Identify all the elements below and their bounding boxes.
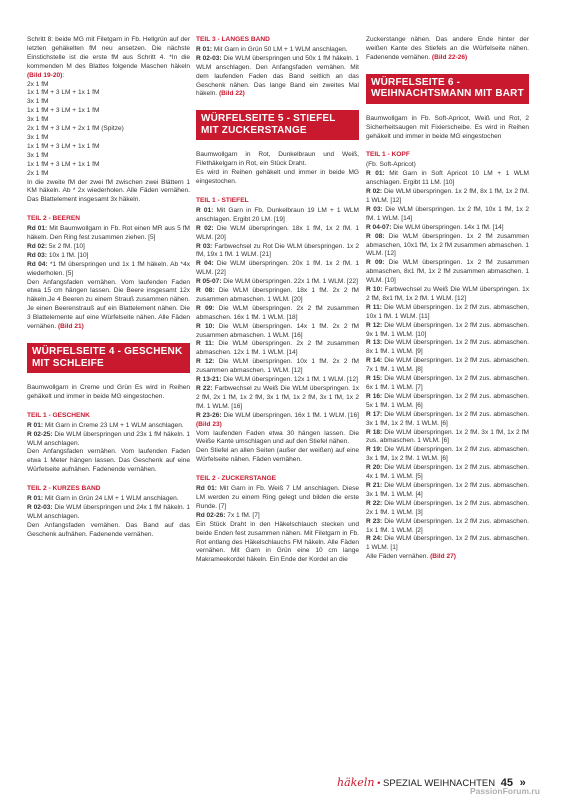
section-banner-stiefel: WÜRFELSEITE 5 - STIEFEL MIT ZUCKERSTANGE [196,110,359,140]
row-text: Die WLM überspringen. 14x 1 fM. 2x 2 fM zusammen abmaschen. 1 WLM. [16] [196,322,359,339]
stitch-line: 1x 1 fM + 3 LM + 1x 1 fM [27,107,100,115]
stitch-line: 1x 1 fM + 3 LM + 1x 1 fM [27,160,100,168]
row-instruction [196,485,359,512]
row-instruction [366,464,529,482]
row-label: R 02-03: [196,54,222,62]
section-heading-beeren: TEIL 2 - BEEREN [27,215,81,223]
row-instruction [366,322,529,340]
paragraph: Es wird in Reihen gehäkelt und immer in beide MG eingestochen. [196,169,359,186]
row-label: R 11: [196,340,215,348]
row-instruction [196,46,359,55]
row-text: Mit Garn in Grün 50 LM + 1 WLM anschlagen. [212,45,348,53]
row-label: R 02-25: [27,430,53,438]
row-text: Die WLM überspringen. 20x 1 fM. 1x 2 fM. 1 WLM. [22] [196,260,359,277]
row-instruction [196,305,359,323]
paragraph: Baumwollgarn in Creme und Grün Es wird in Reihen gehäkelt und immer in beide MG eingestochen. [27,384,190,400]
row-text: Farbwechsel zu Rot Die WLM überspringen. 1x 2 fM, 19x 1 fM. 1 WLM. [21] [196,242,359,259]
row-label: R 10: [196,322,215,330]
text: Zuckerstange nähen. Das andere Ende hinter der weißen Kante des Stiefels an die Würfelseite nähen. Fadenende vernähen. [366,36,529,61]
row-instruction [366,535,529,553]
row-label: R 15: [366,375,383,383]
row-label: R 03: [366,205,383,213]
row-text: Die WLM überspringen. 1x 2 fM zusammen abmaschen, 10x1 fM, 1x 2 fM zusammen abmaschen. 1 WLM. [12] [366,232,529,258]
column-3 [366,36,529,562]
row-instruction [196,512,359,521]
text: : [62,71,65,79]
stitch-list [27,81,190,179]
row-instruction [366,259,529,286]
row-text: Die WLM überspringen. 18x 1 fM, 1x 2 fM. 1 WLM. [20] [196,224,359,241]
row-instruction [27,431,190,449]
row-instruction [27,495,190,504]
row-instruction [366,206,529,224]
row-instruction [366,429,529,447]
row-text: Die WLM überspringen. 22x 1 fM. 1 WLM. [22] [221,278,358,286]
stitch-line: 1x 1 fM + 3 LM + 1x 1 fM [27,142,100,150]
row-label: R 13: [366,339,383,347]
row-instruction [366,500,529,518]
row-instruction [196,376,359,385]
row-text: Die WLM überspringen. 1x 2 fM, 10x 1 fM, 1x 2 fM. 1 WLM. [14] [366,205,529,222]
section-heading-kopf: TEIL 1 - KOPF [366,151,410,159]
row-text: Die WLM überspringen. 1x 2 fM zus. abmaschen. 3x 1 fM. 1 WLM. [4] [366,481,530,498]
row-label: R 10: [366,286,383,294]
row-instruction [27,225,190,243]
row-text: Die WLM überspringen und 23x 1 fM häkeln. 1 WLM anschlagen. [27,430,190,447]
section-heading-zuckerstange: TEIL 2 - ZUCKERSTANGE [196,475,276,483]
row-label: R 16: [366,392,383,400]
row-text: Die WLM überspringen. 1x 2 fM zus. abmaschen. 3x 1 fM, 1x 2 fM. 1 WLM. [6] [366,446,530,463]
row-list [366,170,529,553]
watermark: PassionForum.ru [470,786,540,796]
paragraph: Den Anfangsfaden vernähen. Das Band auf das Geschenk aufnähen. Fadenende vernähen. [27,521,190,538]
row-text: Die WLM überspringen. 1x 2 fM zus. abmaschen. 8x 1 fM. 1 WLM. [9] [366,339,530,356]
row-label: R 09: [366,259,385,267]
row-label: R 02: [196,224,214,232]
image-reference: (Bild 27) [430,553,456,561]
row-text: Farbwechsel zu Weiß Die WLM überspringen. 1x 2 fM, 2x 1 fM, 1x 2 fM, 3x 1 fM, 1x 2 fM, 3x 1 fM, 1x 2 fM. 1 WLM. [16] [196,385,359,410]
row-text: Die WLM überspringen. 1x 2 fM zus. abmaschen, 10x 1 fM. 1 WLM. [11] [366,303,529,320]
section-banner-weihnachtsmann: WÜRFELSEITE 6 - WEIHNACHTSMANN MIT BART [366,74,529,104]
row-instruction [366,170,529,188]
row-instruction [366,518,529,536]
text: Alle Fäden vernähen. [366,553,429,561]
row-text: Die WLM überspringen. 10x 1 fM. 2x 2 fM zusammen abmaschen. 1 WLM. [12] [196,358,359,375]
stitch-line: 2x 1 fM [27,169,49,177]
row-label: R 23: [366,517,383,525]
row-text: Die WLM überspringen. 2x 2 fM zusammen abmaschen. 16x 1 fM. 1 WLM. [18] [196,304,359,321]
image-reference: (Bild 19-20) [27,71,63,79]
row-label: R 01: [27,495,44,503]
row-label: R 11: [366,303,382,311]
row-label: R 08: [196,287,215,295]
paragraph [366,36,529,63]
row-label: R 19: [366,446,383,454]
paragraph: Vom laufenden Faden etwa 30 hängen lassen. Die Weiße Kante umschlagen und auf den Stiefel nähen. [196,429,359,446]
row-instruction [366,482,529,500]
row-text: Mit Garn in Creme 23 LM + 1 WLM anschlagen. [43,421,184,429]
row-label: Rd 02-26: [196,511,226,519]
row-label: R 14: [366,357,383,365]
row-label: R 21: [366,481,383,489]
row-text: 7x 1 fM. [7] [225,511,260,519]
stitch-line: 2x 1 fM [27,80,49,88]
row-instruction [366,224,529,233]
text: Den Anfangsfaden vernähen. Vom laufenden Faden etwa 15 cm hängen lassen. Die Beere insgesamt 12x häkeln.Je 4 Beeren zu einem Strauß zusammen nähen. Je einen Beerenstrauß auf ein Blattelement nähen. Die 3 Blattelemente auf eine Würfelseite nähen. Alle Fäden vernähen. [27,278,190,331]
row-label: R 01: [27,421,44,429]
row-instruction [27,261,190,279]
paragraph: Den Stiefel an allen Seiten (außer der weißen) auf eine Würfelseite nähen. Fäden vernähen. [196,447,359,464]
row-instruction [366,188,529,206]
footer-section: SPEZIAL WEIHNACHTEN [383,778,496,789]
row-instruction [27,252,190,261]
row-instruction [366,304,529,322]
row-instruction [366,339,529,357]
row-label: R 04-07: [366,223,392,231]
row-instruction [196,225,359,243]
row-text: Die WLM überspringen. 1x 2 fM zusammen abmaschen, 8x1 fM, 1x 2 fM zusammen abmaschen. 1 WLM. [10] [366,259,529,285]
row-text: Die WLM überspringen. 1x 2 fM zus. abmaschen. 3x 1 fM, 1x 2 fM. 1 WLM. [6] [366,410,530,427]
section-banner-geschenk: WÜRFELSEITE 4 - GESCHENK MIT SCHLEIFE [27,343,190,373]
row-label: R 17: [366,410,383,418]
row-text: Die WLM überspringen. 18x 1 fM. 2x 2 fM zusammen abmaschen. 1 WLM. [20] [196,287,359,303]
image-reference: (Bild 23) [196,420,222,428]
row-text: Die WLM überspringen. 14x 1 fM. [14] [391,223,504,231]
row-instruction [196,55,359,100]
page-number: 45 [500,777,514,789]
paragraph: Baumwollgarn in Fb. Soft-Apricot, Weiß und Rot, 2 Sicherheitsaugen mit Fixierscheibe. Es wird in Reihen gehäkelt und immer in beide MG eingestochen [366,114,529,140]
row-instruction [366,286,529,304]
row-text: Die WLM überspringen. 1x 2 fM zus. abmaschen. 6x 1 fM. 1 WLM. [7] [366,375,530,391]
row-text: Die WLM überspringen. 12x 1 fM. 1 WLM. [12] [221,376,358,384]
stitch-line: 3x 1 fM [27,98,49,106]
paragraph: Baumwollgarn in Rot, Dunkelbraun und Weiß, Filethäkelgarn in Rot, ein Stück Draht. [196,151,359,168]
row-label: R 22: [366,499,383,507]
row-instruction [366,411,529,429]
magazine-name: häkeln [337,776,375,789]
section-heading-stiefel: TEIL 1 - STIEFEL [196,196,249,204]
row-text: Die WLM überspringen. 1x 2 fM zus. abmaschen. 1x 1 fM. 1 WLM. [2] [366,517,530,534]
footer-bullet: • [377,778,381,789]
row-text: Die WLM überspringen. 1x 2 fM zus. abmaschen. 2x 1 fM. 1 WLM. [3] [366,499,530,516]
stitch-line: 3x 1 fM [27,151,49,159]
row-instruction [366,446,529,464]
row-text: Die WLM überspringen. 1x 2 fM. 3x 1 fM, 1x 2 fM zus. abmaschen. 1 WLM. [6] [366,428,529,445]
section-heading-geschenk: TEIL 1 - GESCHENK [27,411,90,419]
row-label: Rd 01: [196,485,217,493]
row-text: Die WLM überspringen. 16x 1 fM. 1 WLM. [16] [221,411,359,419]
row-label: R 24: [366,535,383,543]
paragraph: In die zweite fM der zwei fM zwischen zwei Blättern 1 KM häkeln. Ab * 2x wiederholen. Alle Fäden vernähen. Das Blattelement insgesamt 3x häkeln. [27,178,190,204]
row-label: R 18: [366,428,383,436]
row-text: *1 fM überspringen und 1x 1 fM häkeln. Ab *4x wiederholen. [5] [27,260,190,277]
row-label: Rd 03: [27,251,48,259]
row-text: Mit Garn in Soft Apricot 10 LM + 1 WLM anschlagen. Ergibt 11 LM. [10] [366,170,530,187]
row-instruction [196,385,359,412]
stitch-line: 3x 1 fM [27,133,49,141]
row-label: R 12: [196,358,215,366]
paragraph: (Fb. Soft-Apricot) [366,161,416,169]
row-label: R 01: [366,170,385,178]
row-label: R 03: [196,242,213,250]
row-text: Mit Garn in Grün 24 LM + 1 WLM anschlagen. [43,495,179,503]
row-label: R 09: [196,304,215,312]
row-text: Die WLM überspringen. 1x 2 fM zus. abmaschen. 7x 1 fM. 1 WLM. [8] [366,357,530,374]
paragraph: Den Anfangsfaden vernähen. Vom laufenden Faden etwa 1 Meter hängen lassen. Das Geschenk auf eine Würfelseite aufnähen. Fadenende vernähen. [27,448,190,474]
row-text: Die WLM überspringen. 1x 2 fM zus. abmaschen. 9x 1 fM. 1 WLM. [10] [366,321,530,338]
row-instruction [27,504,190,522]
row-instruction [196,278,359,287]
row-label: R 12: [366,321,383,329]
row-label: R 04: [196,260,214,268]
row-label: Rd 02: [27,242,48,250]
row-label: R 13-21: [196,376,222,384]
image-reference: (Bild 21) [57,323,84,331]
row-instruction [196,243,359,261]
column-1 [27,36,190,540]
row-text: 5x 2 fM. [10] [47,242,85,250]
row-instruction [27,422,190,431]
row-text: Farbwechsel zu Weiß Die WLM überspringen. 1x 2 fM, 8x1 fM, 1x 2 fM. 1 WLM. [12] [366,286,529,302]
row-label: R 08: [366,232,385,240]
row-instruction [196,323,359,341]
row-text: Die WLM überspringen. 1x 2 fM zus. abmaschen. 4x 1 fM. 1 WLM. [5] [366,464,530,481]
row-text: Mit Baumwollgarn in Fb. Rot einen MR aus 5 fM häkeln. Den Ring fest zusammen ziehen. [5] [27,225,191,242]
row-text: Die WLM überspringen. 1x 2 fM, 8x 1 fM, 1x 2 fM. 1 WLM. [12] [366,188,529,204]
row-label: Rd 01: [27,225,48,233]
section-heading-kurzes-band: TEIL 2 - KURZES BAND [27,485,101,493]
row-text: Mit Garn in Fb. Weiß 7 LM anschlagen. Diese LM werden zu einem Ring gelegt und bilden die erste Runde. [7] [196,485,359,510]
paragraph: Ein Stück Draht in den Häkelschlauch stecken und beide Enden fest zusammen nähen. Mit Filetgarn in Fb. Rot entlang des Häkelschlauchs FM häkeln. Alle Fäden vernähen. Mit Garn in Grün eine 10 cm lange Makrameekordel häkeln. Ein Ende der Kordel an die [196,520,359,564]
row-instruction [366,375,529,393]
stitch-line: 2x 1 fM + 3 LM + 2x 1 fM (Spitze) [27,125,124,133]
row-label: R 02-03: [27,503,53,511]
row-text: Die WLM überspringen und 24x 1 fM häkeln. 1 WLM anschlagen. [27,503,190,520]
row-instruction [366,357,529,375]
row-instruction [196,207,359,225]
row-instruction [196,287,359,305]
image-reference: (Bild 22-26) [431,53,468,61]
image-reference: (Bild 22) [218,90,245,98]
row-instruction [196,340,359,358]
row-label: R 01: [196,206,214,214]
row-text: Die WLM überspringen. 2x 2 fM zusammen abmaschen. 12x 1 fM. 1 WLM. [14] [196,340,359,357]
row-label: R 20: [366,464,383,472]
row-label: R 23-26: [196,411,222,419]
row-instruction [366,233,529,260]
next-page-arrow-icon: » [519,777,526,789]
row-label: Rd 04: [27,260,48,268]
row-instruction [27,243,190,252]
row-instruction [196,260,359,278]
row-text: 10x 1 fM. [10] [47,251,89,259]
stitch-line: 3x 1 fM [27,116,49,124]
paragraph [27,36,190,81]
column-2 [196,36,359,565]
section-heading-langes-band: TEIL 3 - LANGES BAND [196,36,270,43]
stitch-line: 1x 1 fM + 3 LM + 1x 1 fM [27,89,100,97]
text: Schritt 8: beide MG mit Filetgarn in Fb. Hellgrün auf der letzten gehäkelten fM neu ansetzen. Die nächste Einstichstelle ist die erste fM aus Schritt 4. *In die kommenden M des Blattes folgende Maschen häkeln [27,36,190,70]
row-text: Die WLM überspringen. 1x 2 fM zus. abmaschen. 1 WLM. [1] [366,535,530,552]
row-instruction [196,412,359,430]
row-text: Mit Garn in Fb. Dunkelbraun 19 LM + 1 WLM anschlagen. Ergibt 20 LM. [19] [196,206,360,223]
row-label: R 01: [196,45,213,53]
row-instruction [196,358,359,376]
row-label: R 02: [366,188,383,196]
paragraph [366,553,529,562]
row-text: Die WLM überspringen und 50x 1 fM häkeln. 1 WLM anschlagen. Den Anfangsfaden vernähen. Mit dem laufenden Faden das Band seitlich an das Geschenk nähen. Das lange Band ein zweites Mal häkeln. [196,54,359,98]
row-label: R 22: [196,385,213,392]
row-instruction [366,393,529,411]
paragraph [27,279,190,332]
row-text: Die WLM überspringen. 1x 2 fM zus. abmaschen. 5x 1 fM. 1 WLM. [6] [366,392,530,409]
row-list [196,207,359,430]
row-label: R 05-07: [196,278,222,286]
